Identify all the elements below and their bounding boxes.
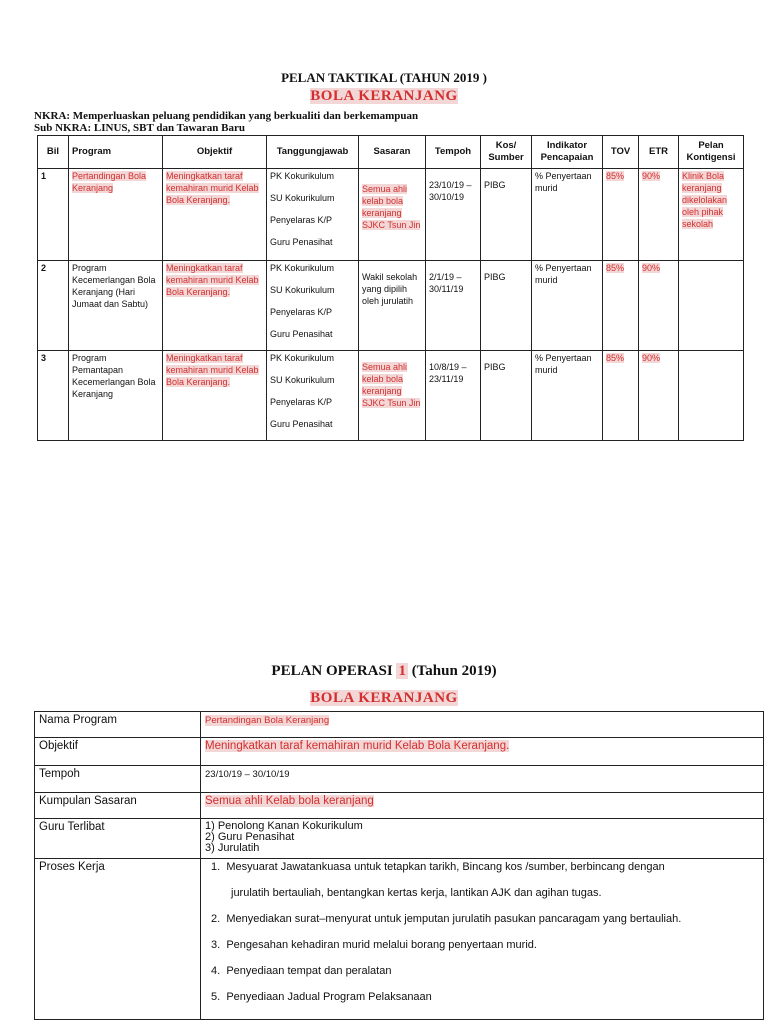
cell-sasaran	[359, 351, 426, 441]
cell-tanggungjawab	[267, 351, 359, 441]
operasi-title-suffix: (Tahun 2019)	[407, 663, 497, 679]
cell-program: Program Pemantapan Kecemerlangan Bola Keranjang	[69, 351, 163, 441]
tactical-subtitle	[0, 88, 768, 105]
tov-text: 85%	[606, 263, 625, 273]
list-item	[211, 991, 759, 1004]
proses-list-cell	[201, 859, 764, 1020]
objektif-value: Meningkatkan taraf kemahiran murid Kelab Bola Keranjang.	[205, 740, 510, 752]
resp-3: Penyelaras K/P	[270, 215, 333, 225]
cell-kontigensi	[679, 169, 744, 261]
cell-tov	[603, 261, 639, 351]
guru-label: Guru Terlibat	[35, 819, 201, 859]
nama-label: Nama Program	[35, 712, 201, 738]
step-num: 5.	[211, 991, 221, 1003]
resp-1: PK Kokurikulum	[270, 263, 335, 273]
tactical-table	[37, 135, 744, 441]
cell-sasaran: Wakil sekolah yang dipilih oleh jurulatih	[359, 261, 426, 351]
tov-text: 85%	[606, 353, 625, 363]
table-row	[38, 261, 744, 351]
sasaran-text: Semua ahli kelab bola keranjang SJKC Tsun Jin	[362, 184, 421, 230]
resp-3: Penyelaras K/P	[270, 397, 333, 407]
sub-nkra-text: Sub NKRA: LINUS, SBT dan Tawaran Baru	[34, 122, 246, 134]
list-item	[211, 965, 759, 978]
objektif-text: Meningkatkan taraf kemahiran murid Kelab Bola Keranjang.	[166, 263, 259, 297]
header-program: Program	[69, 136, 163, 169]
nama-value-cell	[201, 712, 764, 738]
cell-kos: PIBG	[481, 169, 532, 261]
header-tov: TOV	[603, 136, 639, 169]
list-item	[211, 861, 759, 900]
step-num: 3.	[211, 939, 221, 951]
cell-tempoh: 10/8/19 – 23/11/19	[426, 351, 481, 441]
header-kontigensi: Pelan Kontigensi	[679, 136, 744, 169]
resp-4: Guru Penasihat	[270, 237, 333, 247]
tempoh-value	[201, 766, 764, 793]
cell-objektif	[163, 351, 267, 441]
sasaran-label: Kumpulan Sasaran	[35, 793, 201, 819]
cell-tanggungjawab	[267, 261, 359, 351]
cell-kontigensi	[679, 261, 744, 351]
step-num: 4.	[211, 965, 221, 977]
cell-indikator: % Penyertaan murid	[532, 261, 603, 351]
sasaran-value-cell	[201, 793, 764, 819]
tempoh-label: Tempoh	[35, 766, 201, 793]
cell-indikator: % Penyertaan murid	[532, 351, 603, 441]
objektif-text: Meningkatkan taraf kemahiran murid Kelab Bola Keranjang.	[166, 353, 259, 387]
objektif-label: Objektif	[35, 738, 201, 766]
cell-kos: PIBG	[481, 261, 532, 351]
ops-row-nama	[35, 712, 764, 738]
operasi-subtitle-text: BOLA KERANJANG	[310, 690, 458, 706]
header-tempoh: Tempoh	[426, 136, 481, 169]
cell-tempoh: 2/1/19 – 30/11/19	[426, 261, 481, 351]
table-row	[38, 169, 744, 261]
resp-2: SU Kokurikulum	[270, 193, 335, 203]
resp-3: Penyelaras K/P	[270, 307, 333, 317]
etr-text: 90%	[642, 263, 661, 273]
step-text: Mesyuarat Jawatankuasa untuk tetapkan tarikh, Bincang kos /sumber, berbincang dengan	[226, 861, 665, 873]
cell-etr	[639, 261, 679, 351]
header-sasaran: Sasaran	[359, 136, 426, 169]
resp-1: PK Kokurikulum	[270, 171, 335, 181]
sasaran-text: Semua ahli kelab bola keranjang SJKC Tsun Jin	[362, 362, 421, 408]
cell-bil: 2	[38, 261, 69, 351]
resp-1: PK Kokurikulum	[270, 353, 335, 363]
etr-text: 90%	[642, 171, 661, 181]
header-objektif: Objektif	[163, 136, 267, 169]
list-item: 2) Guru Penasihat	[205, 831, 295, 843]
guru-list-cell	[201, 819, 764, 859]
cell-tov	[603, 169, 639, 261]
step-num: 2.	[211, 913, 221, 925]
resp-2: SU Kokurikulum	[270, 375, 335, 385]
operasi-title-prefix: PELAN OPERASI	[271, 663, 397, 679]
ops-row-proses	[35, 859, 764, 1020]
etr-text: 90%	[642, 353, 661, 363]
header-etr: ETR	[639, 136, 679, 169]
tactical-title: PELAN TAKTIKAL (TAHUN 2019 )	[281, 70, 487, 85]
operasi-title-num: 1	[398, 663, 406, 679]
resp-4: Guru Penasihat	[270, 419, 333, 429]
kontigensi-text: Klinik Bola keranjang dikelolakan oleh pihak sekolah	[682, 171, 728, 229]
cell-program	[69, 169, 163, 261]
ops-row-tempoh	[35, 766, 764, 793]
cell-bil: 3	[38, 351, 69, 441]
tactical-header-row	[38, 136, 744, 169]
list-item: 1) Penolong Kanan Kokurikulum	[205, 820, 363, 832]
cell-tempoh: 23/10/19 – 30/10/19	[426, 169, 481, 261]
operasi-table	[34, 711, 764, 1020]
resp-2: SU Kokurikulum	[270, 285, 335, 295]
cell-objektif	[163, 169, 267, 261]
objektif-text: Meningkatkan taraf kemahiran murid Kelab Bola Keranjang.	[166, 171, 259, 205]
step-text: Penyediaan Jadual Program Pelaksanaan	[226, 991, 432, 1003]
cell-etr	[639, 351, 679, 441]
ops-row-guru	[35, 819, 764, 859]
list-item	[211, 939, 759, 952]
objektif-value-cell	[201, 738, 764, 766]
cell-program: Program Kecemerlangan Bola Keranjang (Hari Jumaat dan Sabtu)	[69, 261, 163, 351]
tactical-subtitle-text: BOLA KERANJANG	[310, 88, 458, 104]
header-kos: Kos/ Sumber	[481, 136, 532, 169]
nkra-block	[34, 110, 418, 134]
guru-list	[205, 821, 759, 854]
ops-row-sasaran	[35, 793, 764, 819]
operasi-subtitle	[0, 690, 768, 707]
proses-label: Proses Kerja	[35, 859, 201, 1020]
resp-4: Guru Penasihat	[270, 329, 333, 339]
cell-bil: 1	[38, 169, 69, 261]
program-text: Pertandingan Bola Keranjang	[72, 171, 147, 193]
header-tanggungjawab: Tanggungjawab	[267, 136, 359, 169]
table-row	[38, 351, 744, 441]
header-bil: Bil	[38, 136, 69, 169]
nama-value: Pertandingan Bola Keranjang	[205, 715, 330, 726]
step-text-cont: jurulatih bertauliah, bentangkan kertas kerja, lantikan AJK dan agihan tugas.	[231, 887, 602, 899]
cell-tanggungjawab	[267, 169, 359, 261]
cell-etr	[639, 169, 679, 261]
cell-kos: PIBG	[481, 351, 532, 441]
ops-row-objektif	[35, 738, 764, 766]
nkra-text: NKRA: Memperluaskan peluang pendidikan yang berkualiti dan berkemampuan	[34, 110, 419, 122]
cell-kontigensi	[679, 351, 744, 441]
step-text: Penyediaan tempat dan peralatan	[226, 965, 392, 977]
step-num: 1.	[211, 861, 221, 873]
tov-text: 85%	[606, 171, 625, 181]
cell-objektif	[163, 261, 267, 351]
proses-list	[211, 861, 759, 1004]
cell-tov	[603, 351, 639, 441]
operasi-title	[0, 663, 768, 680]
sasaran-value: Semua ahli Kelab bola keranjang	[205, 795, 374, 807]
step-text: Pengesahan kehadiran murid melalui borang penyertaan murid.	[226, 939, 537, 951]
list-item: 3) Jurulatih	[205, 842, 260, 854]
tempoh-value-text: 23/10/19 – 30/10/19	[205, 769, 290, 780]
header-indikator: Indikator Pencapaian	[532, 136, 603, 169]
list-item	[211, 913, 759, 926]
cell-indikator: % Penyertaan murid	[532, 169, 603, 261]
cell-sasaran	[359, 169, 426, 261]
step-text: Menyediakan surat–menyurat untuk jemputan jurulatih pasukan pancaragam yang bertauliah.	[226, 913, 682, 925]
